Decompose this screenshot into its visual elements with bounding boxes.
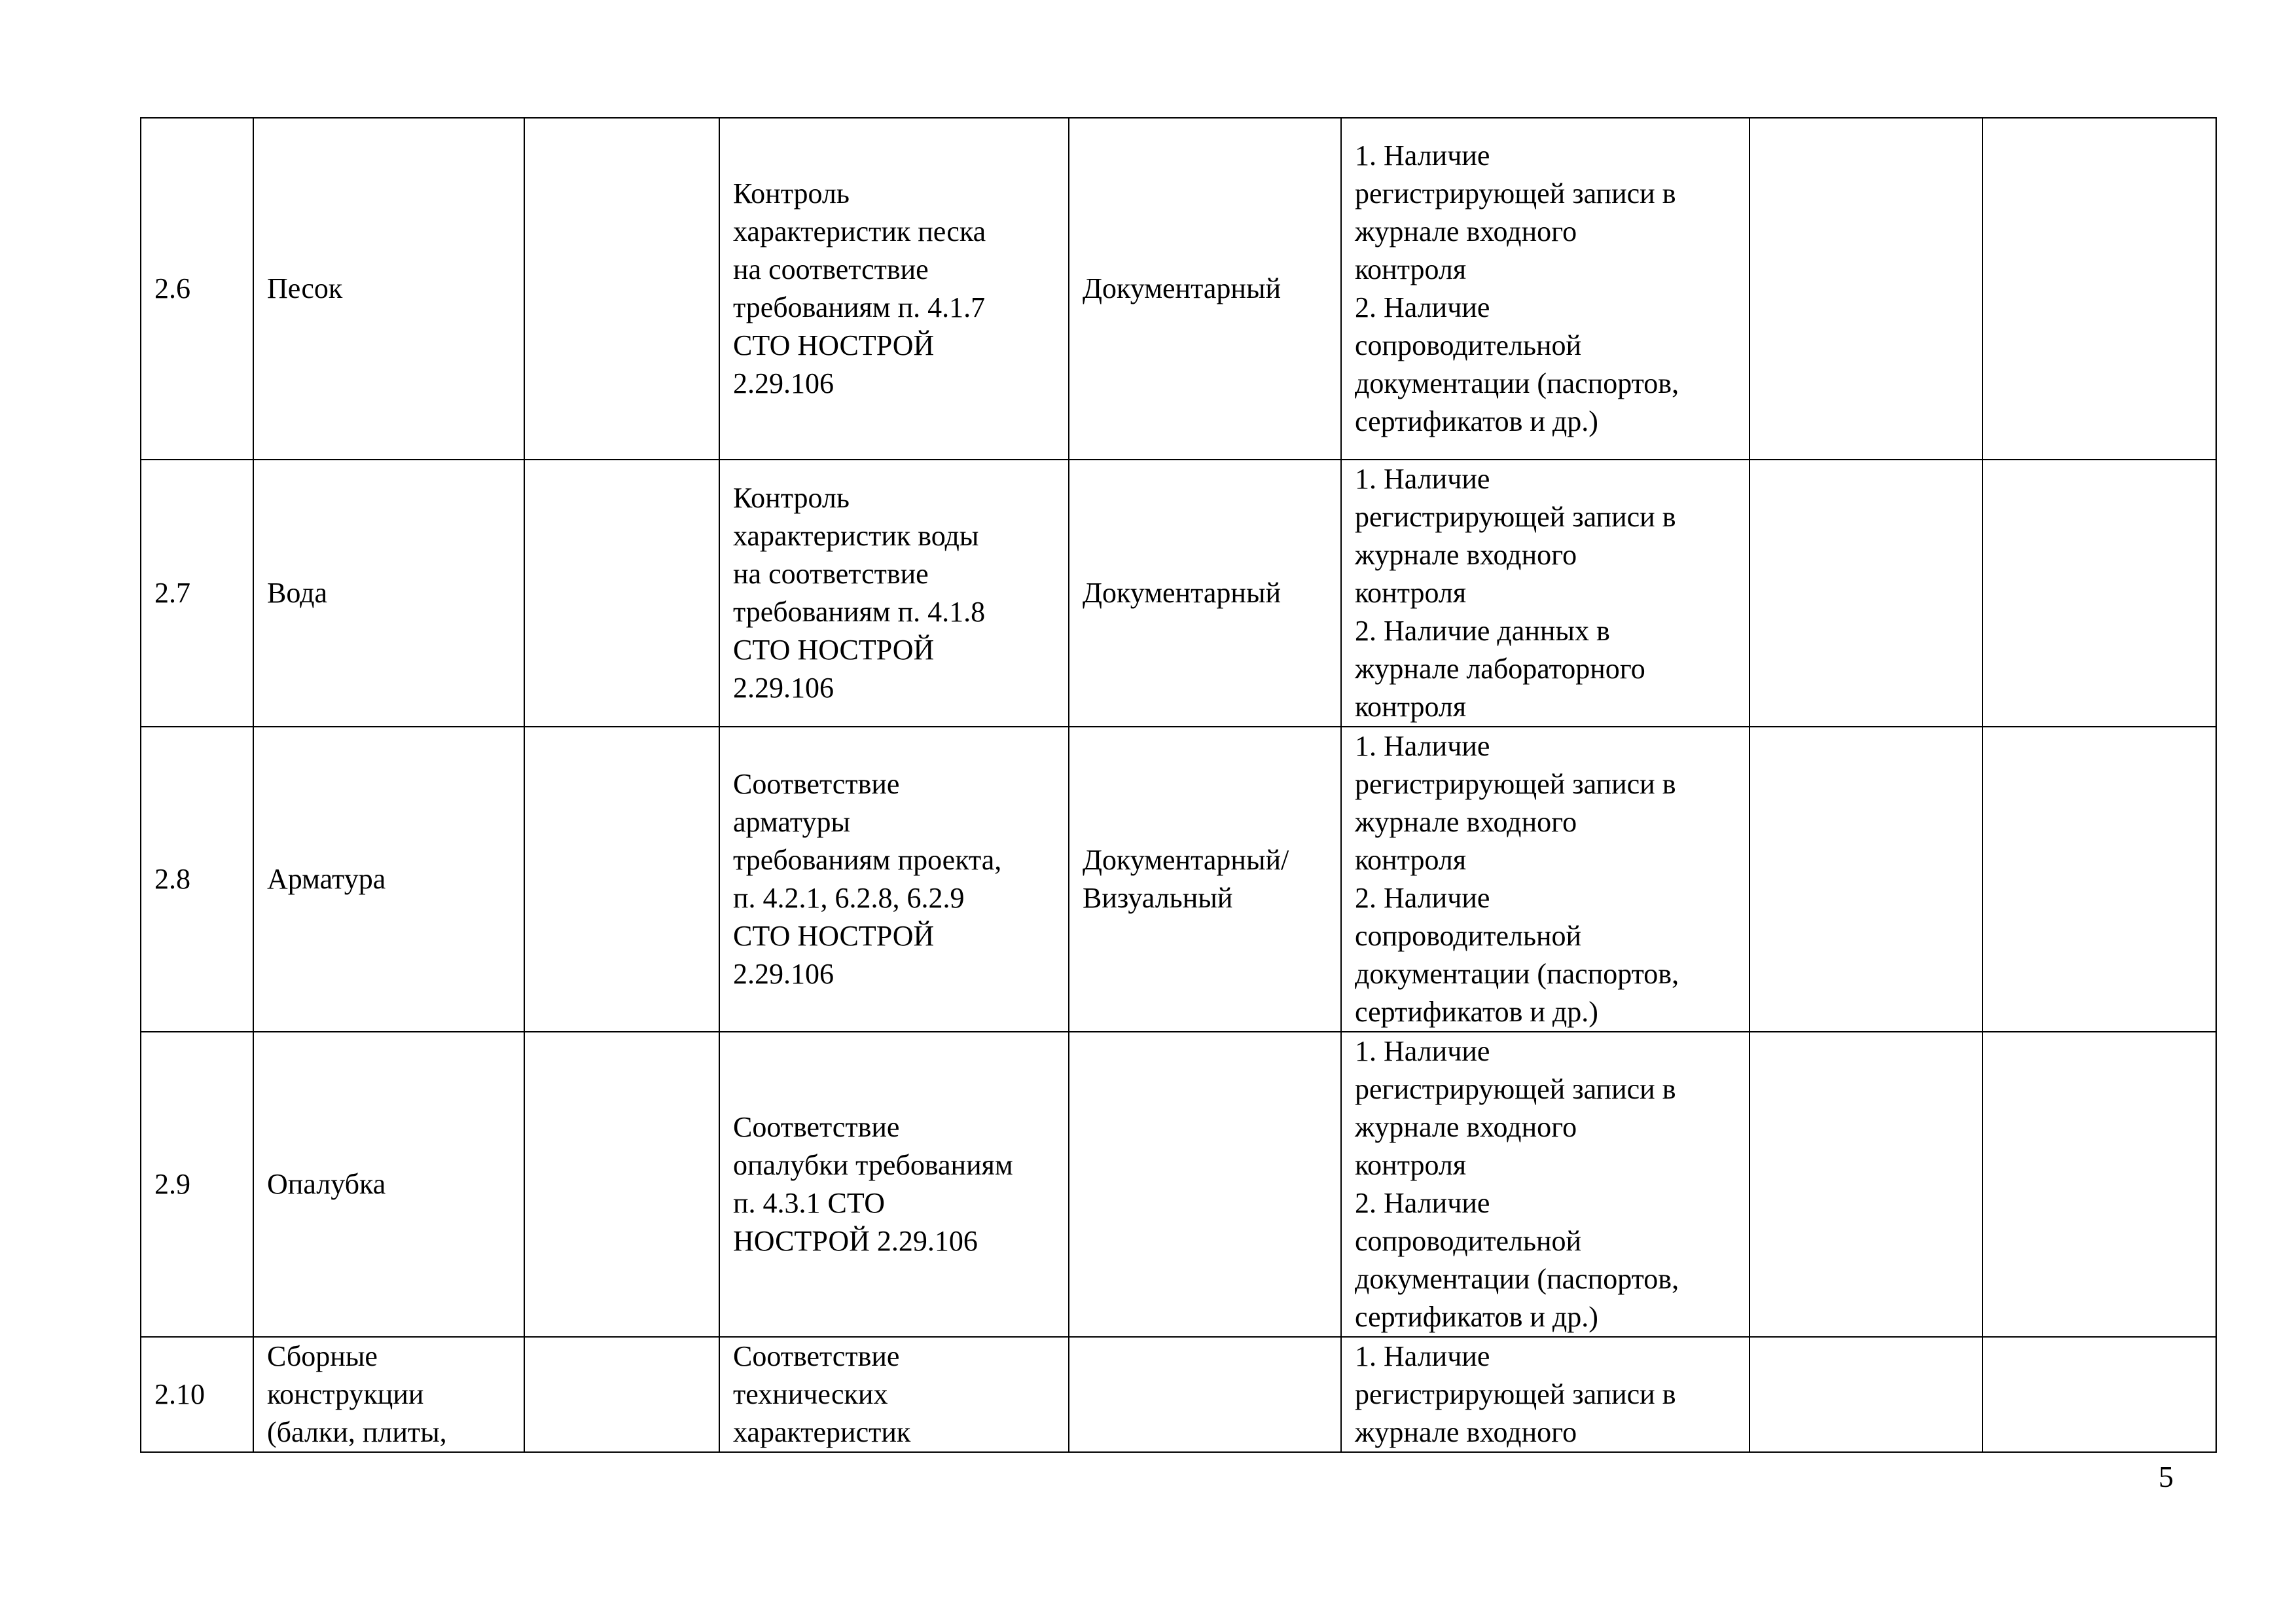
requirement-cell: Соответствие опалубки требованиям п. 4.3.1 СТО НОСТРОЙ 2.29.106 [719,1032,1069,1337]
control-method-cell: Документарный/ Визуальный [1069,727,1341,1032]
table-row [141,1032,2216,1337]
requirement-cell: Соответствие арматуры требованиям проекта, п. 4.2.1, 6.2.8, 6.2.9 СТО НОСТРОЙ 2.29.106 [719,727,1069,1032]
empty-cell [524,1032,719,1337]
empty-cell [1749,118,1982,460]
requirement-cell: Контроль характеристик воды на соответствие требованиям п. 4.1.8 СТО НОСТРОЙ 2.29.106 [719,460,1069,727]
item-name: Опалубка [253,1032,524,1337]
control-method-cell: Документарный [1069,460,1341,727]
row-number: 2.7 [141,460,253,727]
evidence-cell: 1. Наличие регистрирующей записи в журнале входного контроля 2. Наличие сопроводительной документации (паспортов, сертификатов и др.) [1341,1032,1749,1337]
item-name: Сборные конструкции (балки, плиты, [253,1337,524,1452]
table-row [141,1337,2216,1452]
requirement-cell: Контроль характеристик песка на соответствие требованиям п. 4.1.7 СТО НОСТРОЙ 2.29.106 [719,118,1069,460]
empty-cell [1749,727,1982,1032]
row-number: 2.10 [141,1337,253,1452]
evidence-cell: 1. Наличие регистрирующей записи в журнале входного контроля 2. Наличие сопроводительной документации (паспортов, сертификатов и др.) [1341,727,1749,1032]
empty-cell [1749,1032,1982,1337]
empty-cell [1749,460,1982,727]
empty-cell [524,460,719,727]
item-name: Песок [253,118,524,460]
empty-cell [524,727,719,1032]
control-method-cell: Документарный [1069,118,1341,460]
empty-cell [1982,118,2216,460]
empty-cell [1982,1337,2216,1452]
inspection-table [140,117,2217,1453]
table-row [141,727,2216,1032]
page-number: 5 [2159,1460,2174,1493]
empty-cell [1749,1337,1982,1452]
control-method-cell [1069,1032,1341,1337]
row-number: 2.9 [141,1032,253,1337]
table-row [141,118,2216,460]
item-name: Арматура [253,727,524,1032]
empty-cell [1982,727,2216,1032]
item-name: Вода [253,460,524,727]
empty-cell [524,118,719,460]
empty-cell [1982,460,2216,727]
table-row [141,460,2216,727]
control-method-cell [1069,1337,1341,1452]
empty-cell [524,1337,719,1452]
empty-cell [1982,1032,2216,1337]
row-number: 2.8 [141,727,253,1032]
row-number: 2.6 [141,118,253,460]
evidence-cell: 1. Наличие регистрирующей записи в журнале входного [1341,1337,1749,1452]
evidence-cell: 1. Наличие регистрирующей записи в журнале входного контроля 2. Наличие сопроводительной документации (паспортов, сертификатов и др.) [1341,118,1749,460]
evidence-cell: 1. Наличие регистрирующей записи в журнале входного контроля 2. Наличие данных в журнале лабораторного контроля [1341,460,1749,727]
requirement-cell: Соответствие технических характеристик [719,1337,1069,1452]
